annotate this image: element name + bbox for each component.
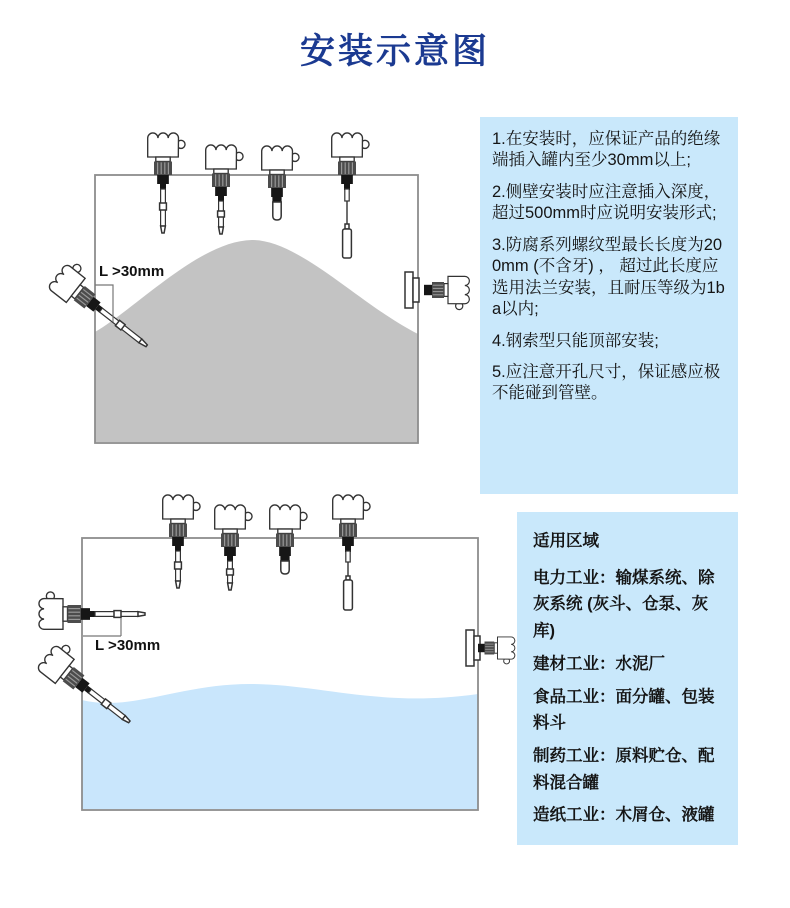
- tank1-depth-label: L >30mm: [99, 263, 165, 280]
- application-item: 制药工业：原料贮仓、配料混合罐: [533, 747, 715, 792]
- top-rod-sensor-icon: [215, 505, 252, 590]
- top-rope-sensor-icon: [333, 495, 370, 610]
- note-item: 3.防腐系列螺纹型最长长度为200mm (不含牙) ， 超过此长度应选用法兰安装，且耐压等级为1ba以内;: [492, 235, 725, 319]
- application-item: 食品工业：面分罐、包装料斗: [533, 687, 715, 733]
- application-areas-title: 适用区域: [533, 532, 599, 550]
- note-item: 5.应注意开孔尺寸，保证感应极不能碰到管壁。: [492, 362, 721, 403]
- page-title: 安装示意图: [299, 32, 490, 71]
- top-rod-sensor-icon: [148, 133, 185, 233]
- side-flange-sensor-icon: [405, 272, 469, 310]
- top-pipe-sensor-icon: [262, 146, 299, 220]
- installation-notes-panel: [480, 117, 738, 494]
- tank1-solid-material: [47, 133, 469, 443]
- top-rod-sensor-icon: [206, 145, 243, 234]
- top-rope-sensor-icon: [332, 133, 369, 258]
- top-pipe-sensor-icon: [270, 505, 307, 574]
- side-horizontal-sensor-icon: [39, 592, 145, 629]
- note-item: 1.在安装时，应保证产品的绝缘端插入罐内至少30mm以上;: [492, 130, 721, 170]
- tank2-depth-dimension: [83, 618, 121, 636]
- top-rod-sensor-icon: [163, 495, 200, 588]
- liquid-surface: [82, 684, 478, 809]
- tank2-depth-label: L >30mm: [95, 637, 161, 654]
- application-item: 造纸工业：木屑仓、液罐: [533, 806, 715, 825]
- application-item: 建材工业：水泥厂: [533, 654, 665, 673]
- application-areas-panel: [517, 512, 738, 845]
- application-item: 电力工业：输煤系统、除灰系统 (灰斗、仓泵、灰库): [533, 568, 715, 641]
- note-item: 2.侧壁安装时应注意插入深度，超过500mm时应说明安装形式;: [492, 182, 721, 223]
- note-item: 4.钢索型只能顶部安装;: [492, 331, 659, 350]
- side-flange-sensor-icon: [466, 630, 515, 666]
